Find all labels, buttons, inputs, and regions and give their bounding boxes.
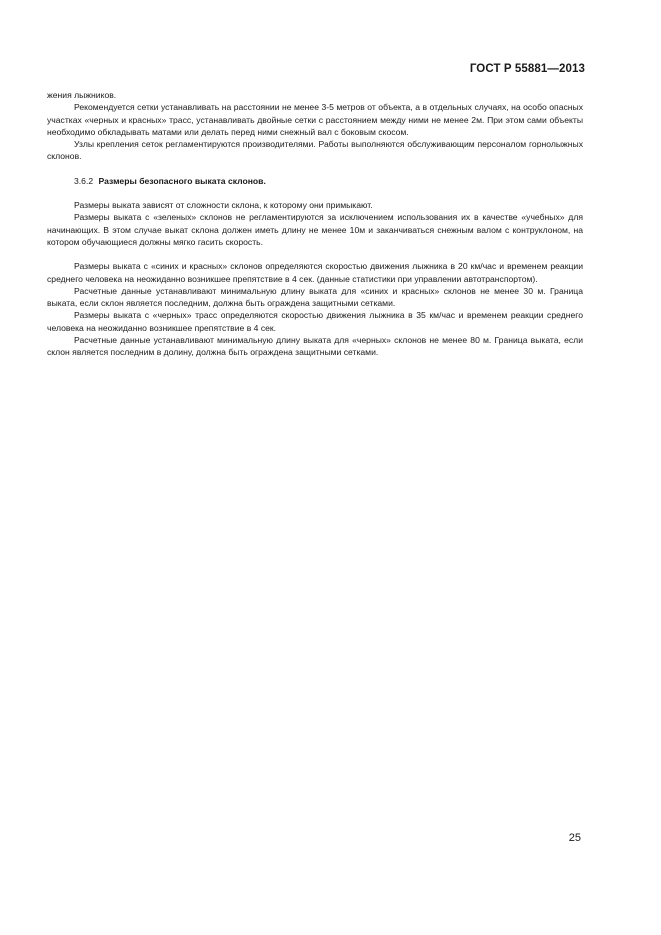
section-title: Размеры безопасного выката склонов.	[98, 175, 266, 186]
section-heading	[47, 175, 583, 187]
paragraph-runout-dependency: Размеры выката зависят от сложности склона, к которому они примыкают.	[74, 200, 373, 211]
paragraph-continuation: жения лыжников.	[47, 90, 117, 100]
paragraph-gap	[47, 248, 583, 260]
standard-id-header: ГОСТ Р 55881—2013	[469, 63, 585, 75]
paragraph-blue-red-length: Расчетные данные устанавливают минимальную длину выката для «синих и красных» склонов не менее 30 м. Граница выката, если склон является последним, должна быть ограждена защитными сетками.	[47, 285, 583, 309]
page-number: 25	[568, 832, 581, 844]
paragraph-black-speed: Размеры выката с «черных» трасс определяются скоростью движения лыжника в 35 км/час и временем реакции среднего человека на неожиданно возникшее препятствие в 4 сек.	[47, 310, 583, 333]
section-number: 3.6.2	[74, 175, 94, 186]
paragraph-nets-distance: Рекомендуется сетки устанавливать на расстоянии не менее 3-5 метров от объекта, а в отдельных случаях, на особо опасных участках «черных и красных» трасс, устанавливать двойные сетки с расстоянием между ними не менее 2м. При этом сами объекты необходимо обкладывать матами или делать перед ними снежный вал с боковым скосом.	[47, 102, 583, 137]
paragraph-green-slopes: Размеры выката с «зеленых» склонов не регламентируются за исключением использования их в качестве «учебных» для начинающих. В этом случае выкат склона должен иметь длину не менее 10м и заканчиваться снежным валом с контруклоном, на котором обучающиеся должны мягко гасить скорость.	[47, 212, 583, 247]
paragraph-blue-red-speed: Размеры выката с «синих и красных» склонов определяются скоростью движения лыжника в 20 км/час и временем реакции среднего человека на неожиданно возникшее препятствие в 4 сек. (данные статистики при управлении автотранспортом).	[47, 261, 583, 284]
document-body	[47, 89, 583, 359]
paragraph-black-length: Расчетные данные устанавливают минимальную длину выката для «черных» склонов не менее 80 м. Граница выката, если склон является последним в долину, должна быть ограждена защитными сетками.	[47, 335, 583, 358]
paragraph-nets-mounting: Узлы крепления сеток регламентируются производителями. Работы выполняются обслуживающим персоналом горнолыжных склонов.	[47, 139, 583, 162]
